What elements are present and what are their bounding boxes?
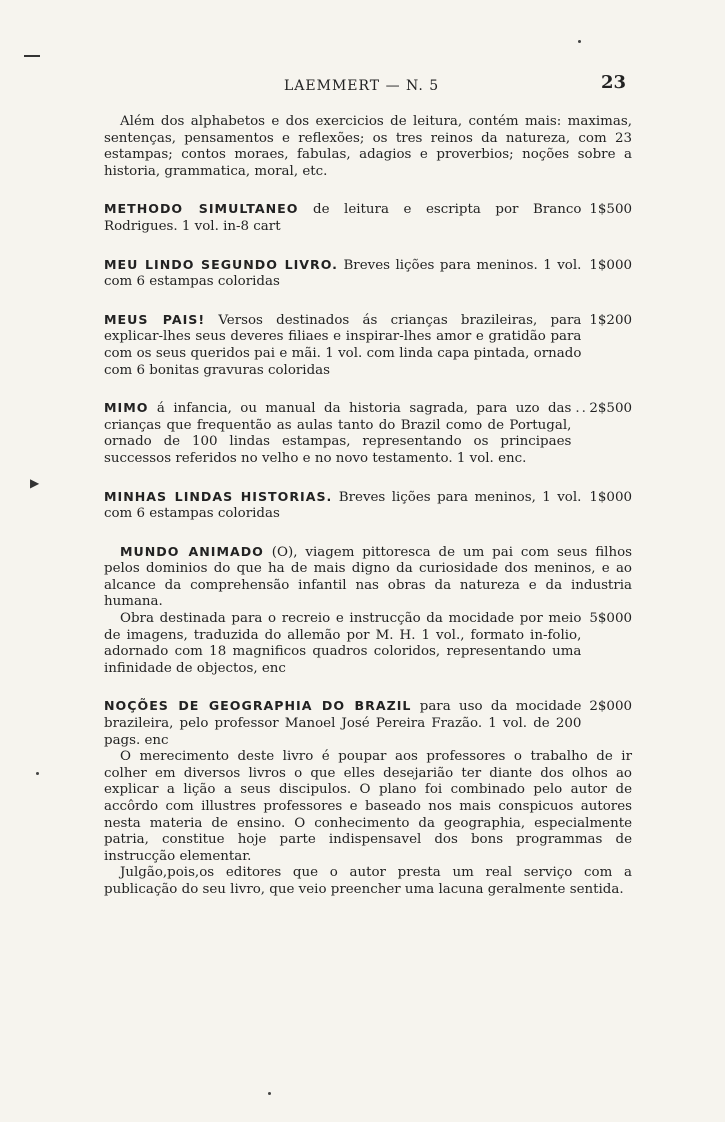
- entry-price: 1$000: [589, 257, 632, 273]
- entry-title: MEUS PAIS!: [104, 311, 206, 327]
- entry-title: MIMO: [104, 400, 149, 416]
- entry-text: Obra destinada para o recreio e instrucção da mocidade por meio de imagens, traduzida do allemão por M. H. 1 vol., formato in-folio, adornado com 18 magnificos quadros coloridos, representando uma infinidade de objectos, enc: [104, 611, 582, 676]
- entry-title: MUNDO ANIMADO: [120, 543, 264, 559]
- entry-text: Breves lições para meninos, 1 vol. com 6 estampas coloridas: [104, 489, 582, 522]
- page-number: 23: [600, 72, 626, 93]
- ink-speck: [578, 40, 581, 43]
- catalog-entry: [104, 257, 632, 291]
- catalog-entry: [104, 544, 632, 678]
- leader-dots: [575, 401, 585, 418]
- intro-paragraph: Além dos alphabetos e dos exercicios de leitura, contém mais: maximas, sentenças, pensamentos e reflexões; os tres reinos da natureza, com 23 estampas; contos moraes, fabulas, adagios e proverbios; noções sobre a historia, grammatica, moral, etc.: [104, 114, 632, 179]
- entry-price-line: [104, 201, 632, 235]
- entry-title: NOÇÕES DE GEOGRAPHIA DO BRAZIL: [104, 698, 412, 714]
- entry-title: MEU LINDO SEGUNDO LIVRO.: [104, 256, 338, 272]
- entry-price: 1$000: [589, 489, 632, 505]
- entry-price: 1$200: [589, 312, 632, 328]
- entry-price: 2$500: [589, 401, 632, 417]
- entry-text: para uso da mocidade brazileira, pelo professor Manoel José Pereira Frazão. 1 vol. de 200 pags. enc: [104, 699, 582, 748]
- catalog-entry: [104, 201, 632, 235]
- entry-text: Versos destinados ás crianças brazileiras, para explicar-lhes seus deveres filiaes e inspirar-lhes amor e gratidão para com os seus queridos pai e mãi. 1 vol. com linda capa pintada, ornado com 6 bonitas gravuras coloridas: [104, 312, 582, 378]
- entry-text: (O), viagem pittoresca de um pai com seus filhos pelos dominios do que ha de mais digno da curiosidade dos meninos, e ao alcance da comprehensão infantil nas obras da natureza e da industria humana.: [104, 544, 632, 610]
- margin-dash-mark: [24, 55, 40, 57]
- entry-title: MINHAS LINDAS HISTORIAS.: [104, 488, 333, 504]
- catalog-entry: [104, 698, 632, 898]
- page-header: [104, 72, 632, 100]
- ink-speck: [268, 1092, 271, 1095]
- entry-price-line: [104, 312, 632, 379]
- entry-price-line: [104, 698, 632, 749]
- running-head: LAEMMERT — N. 5: [284, 78, 440, 94]
- book-page: [104, 72, 632, 899]
- ink-speck: [36, 772, 39, 775]
- entry-price-line: [104, 489, 632, 523]
- entry-text: Breves lições para meninos. 1 vol. com 6 estampas coloridas: [104, 257, 582, 290]
- catalog-entry: [104, 400, 632, 467]
- entry-price-line: [104, 257, 632, 291]
- entry-price: 1$500: [589, 202, 632, 218]
- margin-arrow-icon: ▶: [30, 476, 40, 490]
- catalog-entry: [104, 489, 632, 523]
- entry-price: 2$000: [589, 699, 632, 715]
- entry-price: 5$000: [589, 611, 632, 627]
- entry-price-line: [104, 611, 632, 677]
- entry-paragraph: O merecimento deste livro é poupar aos professores o trabalho de ir colher em diversos livros o que elles desejarião ter diante dos olhos ao explicar a lição a seus discipulos. O plano foi combinado pelo autor de accôrdo com illustres professores e baseado nos mais conspicuos autores nesta materia de ensino. O conhecimento da geographia, especialmente patria, constitue hoje parte indispensavel dos bons programmas de instrucção elementar.: [104, 749, 632, 864]
- entry-price-line: [104, 400, 632, 467]
- entry-text: á infancia, ou manual da historia sagrada, para uzo das crianças que frequentão as aulas tanto do Brazil como de Portugal, ornado de 100 lindas estampas, representando os principaes successos referidos no velho e no novo testamento. 1 vol. enc.: [104, 401, 572, 466]
- catalog-entry: [104, 312, 632, 379]
- entry-paragraph: Julgão,pois,os editores que o autor presta um real serviço com a publicação do seu livro, que veio preencher uma lacuna geralmente sentida.: [104, 865, 632, 897]
- entry-text: de leitura e escripta por Branco Rodrigues. 1 vol. in-8 cart: [104, 202, 582, 234]
- entry-title: METHODO SIMULTANEO: [104, 201, 299, 217]
